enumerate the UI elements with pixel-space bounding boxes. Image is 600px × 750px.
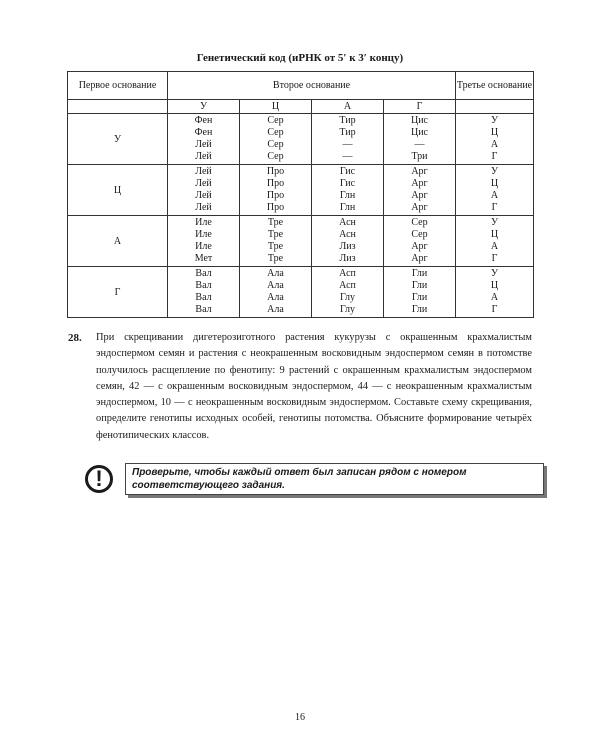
codon-group-row bbox=[68, 114, 534, 165]
amino-acid: Сер bbox=[267, 151, 284, 163]
codon-group-row bbox=[68, 216, 534, 267]
third-base: А bbox=[490, 139, 499, 150]
amino-acid: Иле bbox=[195, 216, 212, 228]
amino-acid: Иле bbox=[195, 241, 212, 252]
amino-acid-cell bbox=[240, 216, 312, 267]
amino-acid: Сер bbox=[267, 126, 284, 138]
third-base: Г bbox=[491, 202, 498, 214]
amino-acid-cell bbox=[384, 216, 456, 267]
header-second-col: Ц bbox=[240, 100, 312, 114]
amino-acid: — bbox=[342, 139, 353, 150]
table-title: Генетический код (иРНК от 5′ к 3′ концу) bbox=[196, 52, 404, 64]
third-base: Ц bbox=[490, 177, 499, 189]
amino-acid: Арг bbox=[411, 253, 428, 265]
header-third-base: Третье основание bbox=[456, 72, 534, 100]
amino-acid-cell bbox=[312, 267, 384, 318]
amino-acid: Про bbox=[266, 177, 285, 189]
amino-acid: Цис bbox=[410, 114, 428, 126]
third-base: А bbox=[490, 292, 499, 303]
codon-group-row bbox=[68, 267, 534, 318]
amino-acid: Лиз bbox=[339, 241, 356, 252]
amino-acid: Сер bbox=[411, 216, 428, 228]
first-base-cell: Ц bbox=[68, 165, 168, 216]
genetic-code-table bbox=[67, 71, 534, 318]
amino-acid: Мет bbox=[194, 253, 213, 265]
amino-acid: Ала bbox=[267, 292, 284, 303]
third-base: Г bbox=[491, 151, 498, 163]
amino-acid: Арг bbox=[411, 202, 428, 214]
third-base: А bbox=[490, 241, 499, 252]
amino-acid: Иле bbox=[195, 228, 212, 240]
question-28 bbox=[68, 330, 532, 444]
header-second-col: У bbox=[168, 100, 240, 114]
amino-acid: Гис bbox=[339, 165, 356, 177]
header-second-base: Второе основание bbox=[168, 72, 456, 100]
amino-acid-cell bbox=[240, 114, 312, 165]
third-base-cell bbox=[456, 114, 534, 165]
amino-acid: Сер bbox=[267, 114, 284, 126]
amino-acid-cell bbox=[384, 267, 456, 318]
amino-acid: Лей bbox=[195, 151, 212, 163]
first-base-cell: У bbox=[68, 114, 168, 165]
reminder-note bbox=[85, 463, 544, 495]
third-base-cell bbox=[456, 267, 534, 318]
amino-acid-cell bbox=[168, 165, 240, 216]
third-base-cell bbox=[456, 165, 534, 216]
amino-acid: Про bbox=[266, 202, 285, 214]
amino-acid: Тре bbox=[267, 216, 284, 228]
third-base: Ц bbox=[490, 279, 499, 291]
third-base: У bbox=[490, 216, 499, 228]
amino-acid: Ала bbox=[267, 267, 284, 279]
amino-acid: Лей bbox=[195, 139, 212, 150]
header-empty bbox=[456, 100, 534, 114]
amino-acid: Ала bbox=[267, 304, 284, 316]
amino-acid: Вал bbox=[195, 292, 212, 303]
amino-acid: Глн bbox=[339, 190, 356, 201]
amino-acid: — bbox=[342, 151, 353, 163]
third-base: Ц bbox=[490, 228, 499, 240]
amino-acid: Гли bbox=[411, 304, 428, 316]
first-base-cell: А bbox=[68, 216, 168, 267]
third-base: А bbox=[490, 190, 499, 201]
third-base: Г bbox=[491, 253, 498, 265]
header-second-col: А bbox=[312, 100, 384, 114]
amino-acid: Про bbox=[266, 190, 285, 201]
amino-acid: Тре bbox=[267, 241, 284, 252]
amino-acid: Тре bbox=[267, 253, 284, 265]
amino-acid: — bbox=[414, 139, 425, 150]
amino-acid: Вал bbox=[195, 279, 212, 291]
amino-acid: Глу bbox=[339, 304, 356, 316]
amino-acid: Лиз bbox=[339, 253, 356, 265]
exclamation-icon: ! bbox=[85, 465, 113, 493]
amino-acid: Арг bbox=[411, 190, 428, 201]
amino-acid: Три bbox=[411, 151, 428, 163]
amino-acid: Лей bbox=[195, 190, 212, 201]
third-base-cell bbox=[456, 216, 534, 267]
amino-acid: Арг bbox=[411, 241, 428, 252]
amino-acid: Фен bbox=[194, 114, 213, 126]
amino-acid: Лей bbox=[195, 177, 212, 189]
amino-acid: Про bbox=[266, 165, 285, 177]
amino-acid: Вал bbox=[195, 304, 212, 316]
question-text: При скрещивании дигетерозиготного растения кукурузы с окрашенным крахмалистым эндоспермом семян и растения с неокрашенным восковидным эндоспермом семян в потомстве получилось расщепление по фенотипу: 9 растений с окрашенным крахмалистым эндоспермом семян, 42 — с окрашенным восковидным эндоспермом, 44 — с неокрашенным крахмалистым эндоспермом, 10 — с неокрашенным восковидным эндоспермом. Составьте схему скрещивания, определите генотипы исходных особей, генотипы потомства. Объясните формирование четырёх фенотипических классов. bbox=[96, 332, 532, 441]
codon-group-row bbox=[68, 165, 534, 216]
amino-acid: Гли bbox=[411, 267, 428, 279]
amino-acid: Арг bbox=[411, 165, 428, 177]
amino-acid: Лей bbox=[195, 202, 212, 214]
amino-acid-cell bbox=[384, 165, 456, 216]
amino-acid: Вал bbox=[195, 267, 212, 279]
amino-acid: Гли bbox=[411, 292, 428, 303]
amino-acid: Глу bbox=[339, 292, 356, 303]
amino-acid: Тир bbox=[339, 114, 356, 126]
amino-acid: Тре bbox=[267, 228, 284, 240]
header-empty bbox=[68, 100, 168, 114]
amino-acid: Лей bbox=[195, 165, 212, 177]
amino-acid: Сер bbox=[267, 139, 284, 150]
third-base: У bbox=[490, 114, 499, 126]
third-base: Г bbox=[491, 304, 498, 316]
amino-acid: Асп bbox=[339, 279, 356, 291]
amino-acid-cell bbox=[312, 114, 384, 165]
amino-acid: Гис bbox=[339, 177, 356, 189]
third-base: У bbox=[490, 165, 499, 177]
amino-acid-cell bbox=[240, 267, 312, 318]
reminder-text: Проверьте, чтобы каждый ответ был записан рядом с номером соответствующего задания. bbox=[125, 463, 544, 495]
first-base-cell: Г bbox=[68, 267, 168, 318]
amino-acid: Асн bbox=[339, 216, 356, 228]
amino-acid-cell bbox=[312, 165, 384, 216]
third-base: Ц bbox=[490, 126, 499, 138]
amino-acid-cell bbox=[168, 216, 240, 267]
amino-acid: Цис bbox=[410, 126, 428, 138]
question-number: 28. bbox=[68, 332, 82, 344]
amino-acid: Асп bbox=[339, 267, 356, 279]
amino-acid: Арг bbox=[411, 177, 428, 189]
amino-acid: Гли bbox=[411, 279, 428, 291]
amino-acid-cell bbox=[384, 114, 456, 165]
third-base: У bbox=[490, 267, 499, 279]
amino-acid-cell bbox=[168, 267, 240, 318]
amino-acid-cell bbox=[312, 216, 384, 267]
amino-acid: Сер bbox=[411, 228, 428, 240]
amino-acid: Асн bbox=[339, 228, 356, 240]
amino-acid: Ала bbox=[267, 279, 284, 291]
amino-acid: Фен bbox=[194, 126, 213, 138]
header-first-base: Первое основание bbox=[68, 72, 168, 100]
amino-acid-cell bbox=[168, 114, 240, 165]
page-number: 16 bbox=[295, 712, 305, 723]
amino-acid: Глн bbox=[339, 202, 356, 214]
header-second-col: Г bbox=[384, 100, 456, 114]
amino-acid-cell bbox=[240, 165, 312, 216]
amino-acid: Тир bbox=[339, 126, 356, 138]
